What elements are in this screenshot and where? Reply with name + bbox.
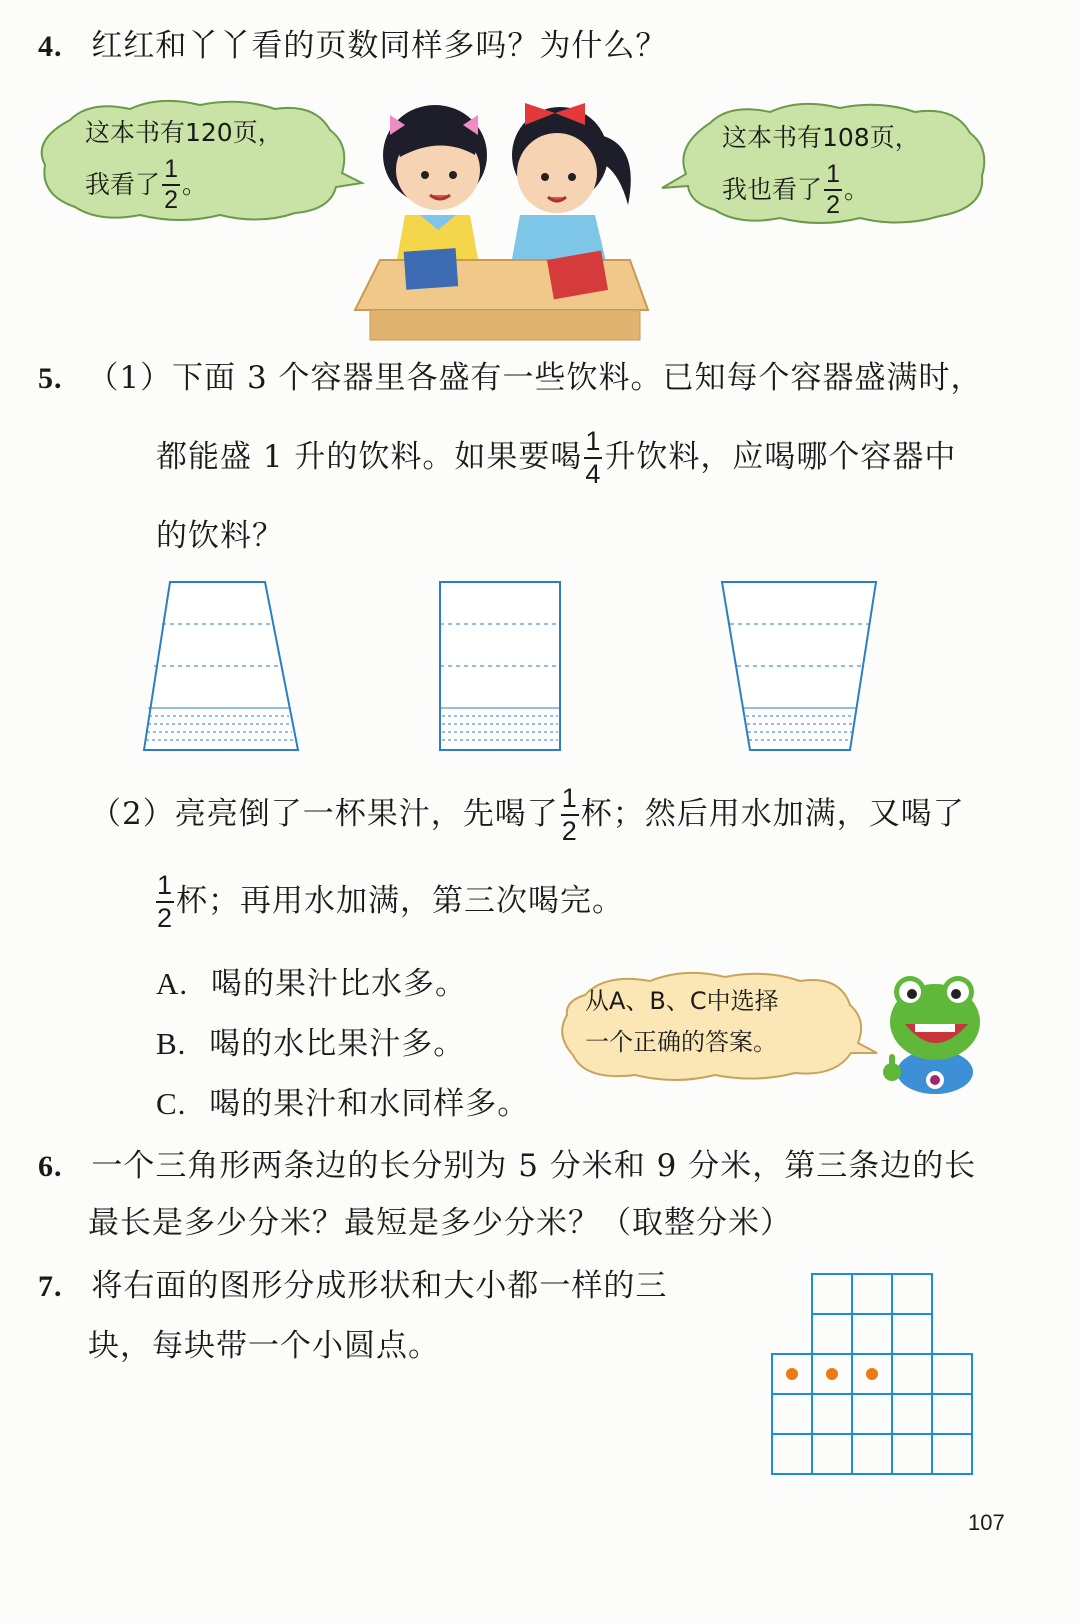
option-letter: B.	[156, 1026, 187, 1061]
right-bubble-line1: 这本书有108页，	[722, 123, 920, 152]
q5-part1-line2b: 升饮料，应喝哪个容器中	[604, 439, 957, 476]
q6-number: 6.	[38, 1150, 63, 1183]
q5-part2-line1a: 亮亮倒了一杯果汁，先喝了	[174, 796, 559, 833]
q4-number: 4.	[38, 30, 63, 63]
q6-line1-row	[38, 1148, 976, 1185]
q7-number: 7.	[38, 1270, 63, 1303]
q5-part2-fraction	[561, 785, 579, 845]
grid-dot	[826, 1368, 838, 1380]
frac-denominator: 2	[164, 185, 178, 214]
frog-mascot	[880, 972, 990, 1097]
frac-numerator: 1	[156, 870, 174, 900]
container-wide-bottom	[144, 582, 298, 750]
q5-part1-fraction	[584, 428, 602, 488]
q7-line1-row	[38, 1268, 667, 1305]
q4-line	[38, 28, 667, 65]
q5-part2-line2-row	[156, 872, 624, 932]
frac-numerator: 1	[585, 426, 602, 456]
q5-part2-label: （2）	[90, 796, 175, 833]
frac-numerator: 1	[561, 783, 578, 813]
option-letter: A.	[156, 966, 189, 1001]
option-a	[156, 965, 467, 1003]
q6-line2: 最长是多少分米？最短是多少分米？（取整分米）	[88, 1205, 792, 1241]
q5-line1	[38, 360, 983, 397]
frac-numerator: 1	[164, 154, 178, 183]
q5-part1-line1: 下面 3 个容器里各盛有一些饮料。已知每个容器盛满时，	[172, 360, 983, 396]
q5-part1-line2a: 都能盛 1 升的饮料。如果要喝	[156, 439, 583, 476]
frac-denominator: 4	[585, 459, 602, 489]
q5-part2-line1b: 杯；然后用水加满，又喝了	[580, 796, 965, 833]
q4-text: 红红和丫丫看的页数同样多吗？为什么？	[91, 28, 668, 64]
option-text: 喝的果汁和水同样多。	[209, 1086, 530, 1122]
right-bubble-period: 。	[844, 174, 870, 204]
q5-part2-line2-fraction	[156, 872, 174, 932]
page-number: 107	[968, 1510, 1005, 1535]
option-letter: C.	[156, 1086, 187, 1121]
q5-part1-label: （1）	[87, 360, 173, 396]
q5-part2-line2: 杯；再用水加满，第三次喝完。	[176, 883, 624, 920]
left-bubble-line1: 这本书有120页，	[85, 118, 283, 147]
right-bubble-fraction	[824, 159, 842, 219]
option-c	[156, 1085, 529, 1123]
girls-reading-illustration	[350, 95, 650, 345]
q6-line1: 一个三角形两条边的长分别为 5 分米和 9 分米，第三条边的长	[91, 1148, 977, 1184]
speech-bubble-right	[660, 98, 995, 228]
q5-part2-line1	[90, 785, 965, 845]
frac-denominator: 2	[826, 190, 840, 219]
hint-line1: 从A、B、C中选择	[585, 987, 779, 1015]
grid-dot	[786, 1368, 798, 1380]
right-bubble-line2: 我也看了	[722, 174, 823, 204]
containers-figure	[140, 578, 900, 758]
q5-number: 5.	[38, 362, 63, 395]
hint-line2: 一个正确的答案。	[585, 1027, 777, 1056]
option-text: 喝的果汁比水多。	[211, 966, 467, 1002]
frac-denominator: 2	[561, 816, 578, 846]
q5-part1-line3: 的饮料？	[156, 518, 284, 554]
grid-dot	[866, 1368, 878, 1380]
option-text: 喝的水比果汁多。	[209, 1026, 466, 1062]
frac-numerator: 1	[826, 159, 840, 188]
container-wide-top	[722, 582, 876, 750]
left-bubble-line2: 我看了	[85, 169, 161, 199]
q7-line2: 块，每块带一个小圆点。	[88, 1328, 440, 1364]
q7-line1: 将右面的图形分成形状和大小都一样的三	[91, 1268, 668, 1304]
option-b	[156, 1025, 465, 1063]
speech-bubble-left	[30, 95, 365, 225]
q5-line2	[156, 428, 956, 488]
left-bubble-fraction	[162, 154, 180, 214]
grid-figure	[770, 1272, 980, 1482]
hint-bubble	[555, 965, 880, 1085]
container-straight	[440, 582, 560, 750]
frac-denominator: 2	[156, 903, 174, 933]
left-bubble-period: 。	[182, 169, 208, 199]
